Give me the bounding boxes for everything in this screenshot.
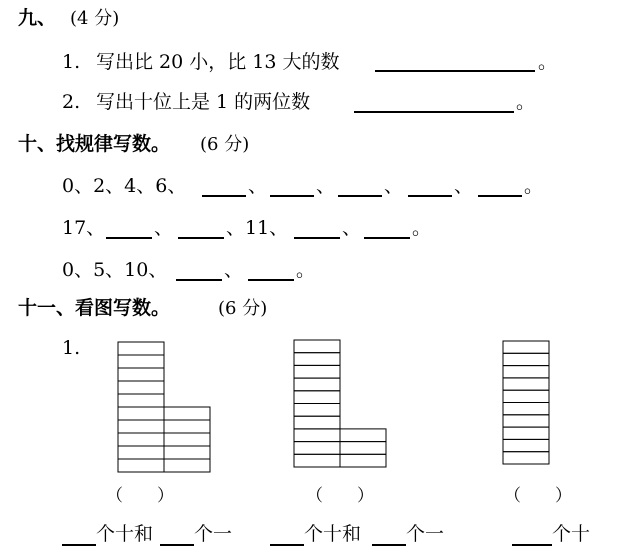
q1-text: 写出比 20 小，比 13 大的数: [96, 51, 340, 73]
figure-2-tens-blank[interactable]: [270, 544, 304, 546]
figure-3-tens-block: [503, 452, 549, 464]
figure-2-tens-block: [294, 378, 340, 391]
figure-1-tens-block: [118, 355, 164, 368]
section-9-heading: 九、: [18, 7, 57, 29]
pattern2-sep-2: 、: [342, 217, 362, 239]
figure-3-tens-block: [503, 341, 549, 353]
figure-2-tens-block: [294, 454, 340, 467]
figure-3-tens-block: [503, 366, 549, 378]
figure-2-tens-block: [294, 442, 340, 455]
figure-1-ones-block: [164, 433, 210, 446]
figure-3-tens-block: [503, 378, 549, 390]
pattern1-sep-3: 、: [384, 175, 404, 197]
figure-1-tens-label: 个十和: [96, 523, 154, 545]
figure-2-tens-block: [294, 404, 340, 417]
pattern3-end: 。: [296, 259, 316, 281]
figure-1-tens-block: [118, 420, 164, 433]
figure-2-answer-paren[interactable]: （ ）: [306, 486, 374, 506]
q1-period: 。: [538, 51, 558, 73]
figure-1-ones-block: [164, 420, 210, 433]
figure-1-ones-block: [164, 459, 210, 472]
pattern2-start: 17、: [62, 217, 106, 239]
figure-1-tens-block: [118, 342, 164, 355]
figure-1-ones-block: [164, 407, 210, 420]
figure-2-tens-block: [294, 391, 340, 404]
pattern1-end: 。: [524, 175, 544, 197]
figure-1-tens-block: [118, 446, 164, 459]
figure-3-tens-block: [503, 353, 549, 365]
section-11-score: (6 分): [218, 298, 268, 319]
q2-period: 。: [516, 91, 536, 113]
pattern1-start: 0、2、4、6、: [62, 175, 187, 197]
q2-text: 写出十位上是 1 的两位数: [96, 91, 311, 113]
figure-1-tens-block: [118, 433, 164, 446]
q2-number: 2.: [62, 91, 81, 113]
pattern2-sep-1: 、: [154, 217, 174, 239]
section-10-score: (6 分): [200, 134, 250, 155]
section-10-heading: 十、找规律写数。: [18, 133, 171, 155]
figure-3-tens-blank[interactable]: [512, 544, 552, 546]
figure-1-tens-block: [118, 407, 164, 420]
q1-number: 1.: [62, 51, 81, 73]
section-9-score: (4 分): [70, 8, 120, 29]
figure-1-ones-block: [164, 446, 210, 459]
pattern1-sep-1: 、: [248, 175, 268, 197]
figure-1-answer-paren[interactable]: （ ）: [106, 486, 174, 506]
figure-1-tens-blank[interactable]: [62, 544, 96, 546]
figure-1-ones-label: 个一: [194, 523, 233, 545]
figure-3-tens-block: [503, 427, 549, 439]
pattern1-sep-4: 、: [454, 175, 474, 197]
figure-2-tens-block: [294, 365, 340, 378]
figure-3-answer-paren[interactable]: （ ）: [504, 486, 572, 506]
figure-3-tens-block: [503, 403, 549, 415]
section-11-heading: 十一、看图写数。: [18, 297, 171, 319]
figure-2-ones-block: [340, 429, 386, 442]
figure-2-ones-block: [340, 454, 386, 467]
figure-1-tens-block: [118, 459, 164, 472]
figure-3-tens-label: 个十: [552, 523, 591, 545]
figure-2-tens-label: 个十和: [304, 523, 362, 545]
pattern3-sep: 、: [224, 259, 244, 281]
item-1-number: 1.: [62, 337, 81, 359]
figure-2-tens-block: [294, 340, 340, 353]
figure-1-tens-block: [118, 394, 164, 407]
figure-3-tens-block: [503, 439, 549, 451]
figure-2-ones-label: 个一: [406, 523, 445, 545]
figure-3-tens-block: [503, 390, 549, 402]
pattern2-end: 。: [412, 217, 432, 239]
pattern2-mid: 、11、: [226, 217, 289, 239]
pattern1-sep-2: 、: [316, 175, 336, 197]
figure-2-tens-block: [294, 429, 340, 442]
pattern3-start: 0、5、10、: [62, 259, 168, 281]
figure-3-tens-block: [503, 415, 549, 427]
figure-2-tens-block: [294, 416, 340, 429]
figure-2-tens-block: [294, 353, 340, 366]
figure-2-ones-blank[interactable]: [372, 544, 406, 546]
figure-2-ones-block: [340, 442, 386, 455]
figure-1-tens-block: [118, 368, 164, 381]
figure-1-tens-block: [118, 381, 164, 394]
figure-1-ones-blank[interactable]: [160, 544, 194, 546]
